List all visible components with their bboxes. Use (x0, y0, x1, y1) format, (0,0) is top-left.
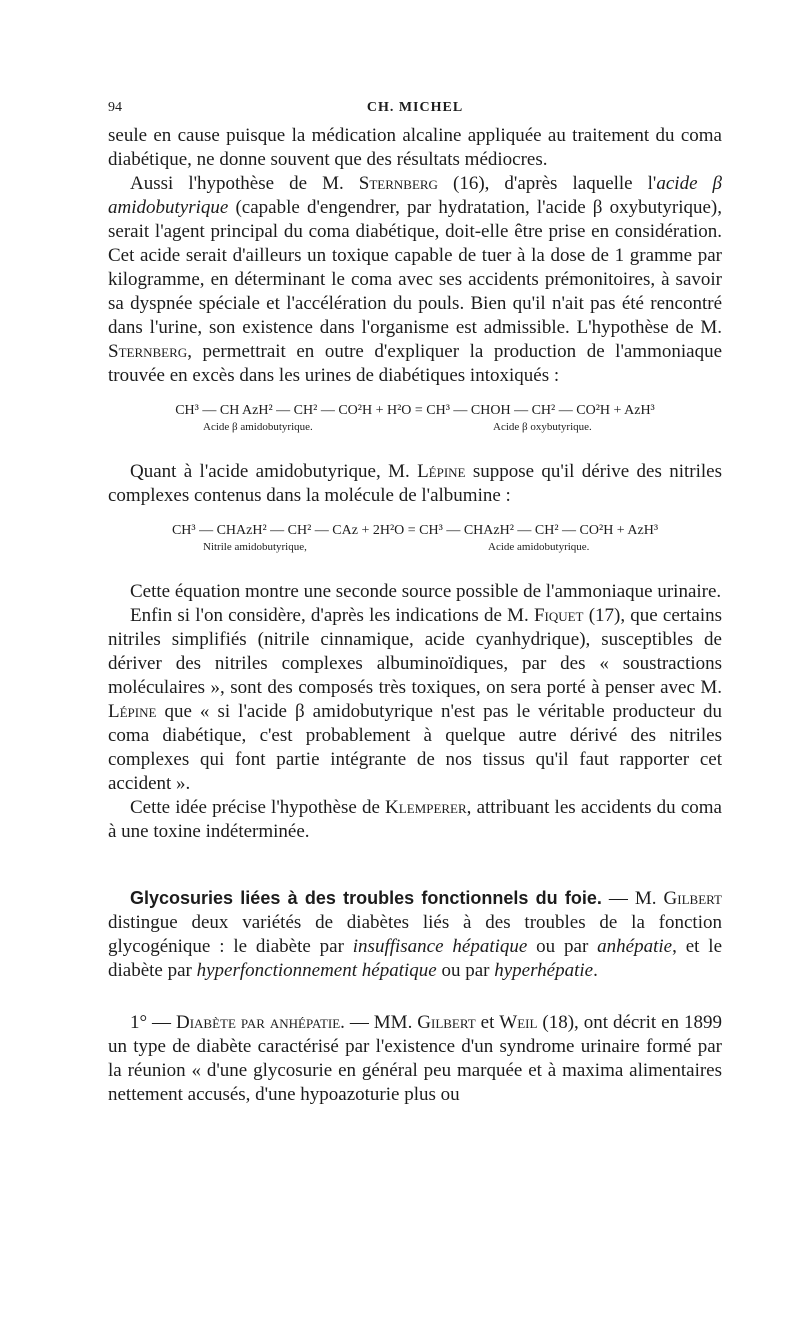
page (108, 100, 722, 1107)
running-title: CH. MICHEL (366, 100, 464, 115)
paragraph-1: seule en cause puisque la médication alcaline appliquée au traitement du coma diabétique, ne donne souvent que des résultats médiocres. (108, 125, 722, 170)
paragraph-3: Quant à l'acide amidobutyrique, M. Lépine suppose qu'il dérive des nitriles complexes contenus dans la molécule de l'albumine : (108, 461, 722, 506)
paragraph-2: Aussi l'hypothèse de M. Sternberg (16), d'après laquelle l'acide β amidobutyrique (capable d'engendrer, par hydratation, l'acide β oxybutyrique), serait l'agent principal du coma diabétique, doit-elle être prise en considération. Cet acide serait d'ailleurs un toxique capable de tuer à la dose de 1 gramme par kilogramme, en déterminant le coma avec ses accidents prémonitoires, à savoir sa dyspnée spéciale et l'accélération du pouls. Bien qu'il n'ait pas été rencontré dans l'urine, son existence dans l'organisme est admissible. L'hypothèse de M. Sternberg, permettrait en outre d'expliquer la production de l'ammoniaque trouvée en excès dans les urines de diabétiques intoxiqués : (108, 173, 723, 386)
equation-2: CH³ — CHAzH² — CH² — CAz + 2H²O = CH³ — CHAzH² — CH² — CO²H + AzH³ (171, 523, 659, 538)
author-name: Lépine (417, 461, 466, 482)
equation-label: Acide β oxybutyrique. (493, 421, 592, 433)
equation-label: Acide amidobutyrique. (488, 541, 590, 553)
author-name: Lépine (108, 701, 157, 722)
section-paragraph: Glycosuries liées à des troubles fonctionnels du foie. — M. Gilbert distingue deux variétés de diabètes liés à des troubles de la fonction glycogénique : le diabète par insuffisance hépatique ou par anhépatie, et le diabète par hyperfonctionnement hépatique ou par hyperhépatie. (108, 888, 722, 981)
section-title: Glycosuries liées à des troubles fonctionnels du foie. (130, 888, 602, 908)
equation-1: CH³ — CH AzH² — CH² — CO²H + H²O = CH³ — CHOH — CH² — CO²H + AzH³ (175, 403, 655, 418)
paragraph-5: Enfin si l'on considère, d'après les indications de M. Fiquet (17), que certains nitriles simplifiés (nitrile cinnamique, acide cyanhydrique), susceptibles de dériver des nitriles complexes albuminoïdiques, par des « soustractions moléculaires », sont des composés très toxiques, on sera porté à penser avec M. Lépine que « si l'acide β amidobutyrique n'est pas le véritable producteur du coma diabétique, c'est probablement à quelque autre dérivé des nitriles complexes qui font partie intégrante de nos tissus qu'il faut rapporter cet accident ». (108, 605, 722, 794)
author-name: Klemperer (385, 797, 467, 818)
equation-label: Acide β amidobutyrique. (203, 421, 313, 433)
author-name: Fiquet (533, 605, 584, 626)
paragraph-4: Cette équation montre une seconde source possible de l'ammoniaque urinaire. (130, 581, 722, 602)
equation-label: Nitrile amidobutyrique, (203, 541, 307, 553)
equation-1-labels (108, 420, 722, 438)
page-header (108, 100, 722, 124)
author-name: Sternberg (358, 173, 438, 194)
author-name: Gilbert (417, 1012, 476, 1033)
subsection-title: Diabète par anhépatie. (175, 1012, 345, 1033)
paragraph-7: 1° — Diabète par anhépatie. — MM. Gilbert et Weil (18), ont décrit en 1899 un type de diabète caractérisé par l'existence d'un syndrome urinaire formé par la réunion « d'une glycosurie en général peu marquée et à maxima alimentaires nettement accusés, d'une hypoazoturie plus ou (108, 1012, 722, 1105)
equation-2-labels (108, 540, 722, 558)
author-name: Weil (499, 1012, 538, 1033)
author-name: Gilbert (663, 888, 722, 909)
author-name: Sternberg (108, 341, 188, 362)
paragraph-6: Cette idée précise l'hypothèse de Klemperer, attribuant les accidents du coma à une toxine indéterminée. (108, 797, 722, 842)
page-number: 94 (108, 100, 122, 115)
